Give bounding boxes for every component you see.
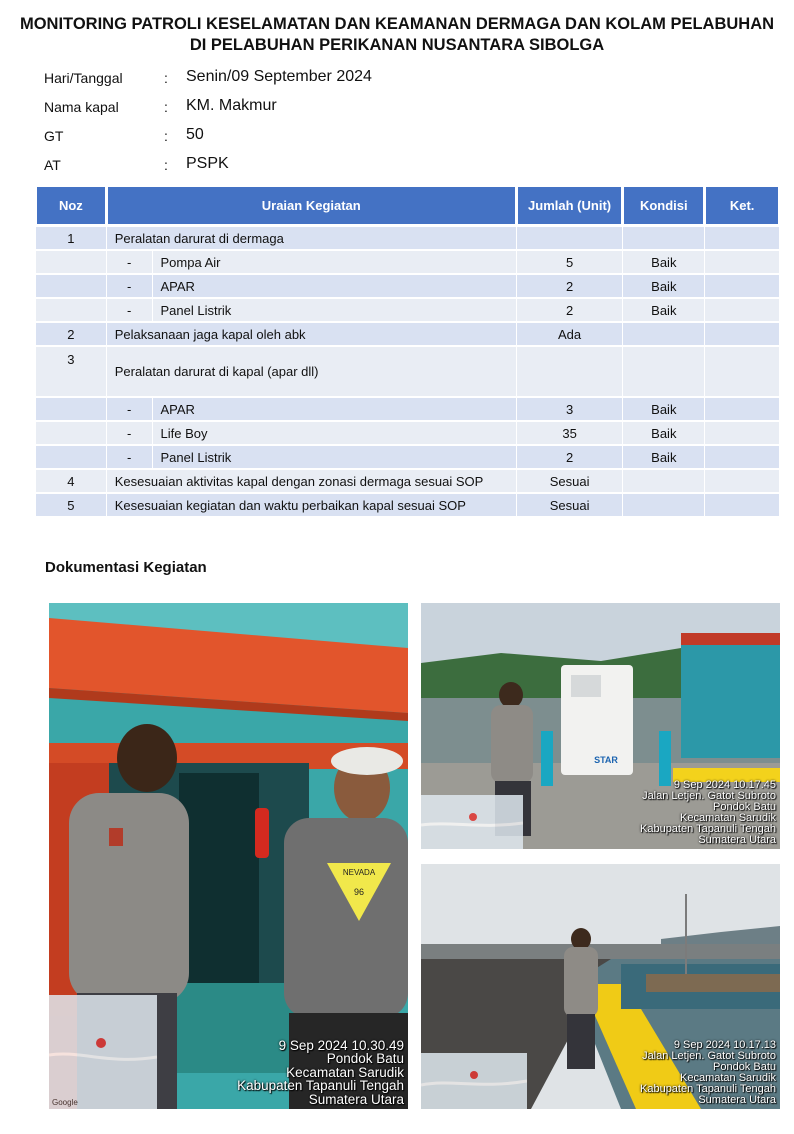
cell-dash: - <box>107 275 152 297</box>
stamp-line: Pondok Batu <box>713 1061 776 1073</box>
cell-no: 5 <box>36 494 106 516</box>
location-minimap <box>421 795 523 849</box>
info-value: KM. Makmur <box>186 97 277 114</box>
table-row <box>36 323 779 345</box>
cell-dash: - <box>107 422 152 444</box>
cell-item: Panel Listrik <box>153 446 516 468</box>
photo-dock-patrol <box>421 864 780 1109</box>
stamp-line: Kecamatan Sarudik <box>286 1064 404 1080</box>
cell-no <box>36 251 106 273</box>
header-no: Noz <box>36 186 106 225</box>
cell-kondisi <box>623 494 704 516</box>
info-label: AT <box>44 157 61 173</box>
info-value: 50 <box>186 126 204 143</box>
cell-uraian: Pelaksanaan jaga kapal oleh abk <box>107 323 516 345</box>
cell-item: Pompa Air <box>153 251 516 273</box>
cell-ket <box>705 470 779 492</box>
stamp-line: Sumatera Utara <box>698 834 776 846</box>
info-label: Hari/Tanggal <box>44 70 123 86</box>
cell-dash: - <box>107 299 152 321</box>
cell-uraian: Kesesuaian kegiatan dan waktu perbaikan kapal sesuai SOP <box>107 494 516 516</box>
cell-no <box>36 275 106 297</box>
table-row <box>36 422 779 444</box>
cell-item: Life Boy <box>153 422 516 444</box>
cell-ket <box>705 422 779 444</box>
cell-ket <box>705 227 779 249</box>
table-row <box>36 398 779 420</box>
cell-jumlah: Ada <box>517 323 623 345</box>
stamp-line: Sumatera Utara <box>308 1091 404 1107</box>
cell-jumlah <box>517 347 623 396</box>
table-row <box>36 275 779 297</box>
cell-kondisi: Baik <box>623 251 704 273</box>
cell-no: 1 <box>36 227 106 249</box>
documentation-title: Dokumentasi Kegiatan <box>45 559 207 576</box>
photo-inspection-on-boat <box>49 603 408 1109</box>
photo-fuel-pump <box>421 603 780 849</box>
stamp-line: Kecamatan Sarudik <box>680 812 776 824</box>
shirt-number: 96 <box>353 887 365 897</box>
cell-jumlah: Sesuai <box>517 470 623 492</box>
title-line-2: DI PELABUHAN PERIKANAN NUSANTARA SIBOLGA <box>189 36 605 54</box>
cell-jumlah: 2 <box>517 275 623 297</box>
cell-dash: - <box>107 398 152 420</box>
table-row <box>36 347 779 396</box>
cell-no: 4 <box>36 470 106 492</box>
stamp-line: 9 Sep 2024 10.17.45 <box>673 779 776 791</box>
cell-kondisi: Baik <box>623 422 704 444</box>
table-row <box>36 494 779 516</box>
stamp-line: Sumatera Utara <box>698 1094 776 1106</box>
cell-jumlah: Sesuai <box>517 494 623 516</box>
info-colon: : <box>164 99 168 115</box>
stamp-line: Jalan Letjen. Gatot Subroto <box>642 790 776 802</box>
cell-uraian: Peralatan darurat di dermaga <box>107 227 516 249</box>
stamp-line: Kecamatan Sarudik <box>680 1072 776 1084</box>
header-uraian: Uraian Kegiatan <box>107 186 516 225</box>
map-icon <box>421 795 523 849</box>
cell-ket <box>705 251 779 273</box>
cell-no <box>36 398 106 420</box>
shirt-text: NEVADA <box>342 868 376 877</box>
location-minimap <box>421 1053 527 1109</box>
cell-ket <box>705 446 779 468</box>
cell-ket <box>705 323 779 345</box>
cell-item: APAR <box>153 398 516 420</box>
cell-dash: - <box>107 446 152 468</box>
header-jumlah: Jumlah (Unit) <box>517 186 623 225</box>
cell-kondisi <box>623 347 704 396</box>
cell-no <box>36 299 106 321</box>
cell-item: APAR <box>153 275 516 297</box>
info-value: Senin/09 September 2024 <box>186 68 372 85</box>
page-title <box>0 14 794 56</box>
cell-kondisi: Baik <box>623 275 704 297</box>
cell-jumlah: 2 <box>517 446 623 468</box>
cell-jumlah: 5 <box>517 251 623 273</box>
stamp-line: Jalan Letjen. Gatot Subroto <box>642 1050 776 1062</box>
cell-kondisi <box>623 323 704 345</box>
pump-sign-text: STAR <box>594 755 618 765</box>
title-line-1: MONITORING PATROLI KESELAMATAN DAN KEAMANAN DERMAGA DAN KOLAM PELABUHAN <box>19 15 775 33</box>
timestamp-overlay <box>640 780 776 846</box>
cell-ket <box>705 398 779 420</box>
cell-kondisi: Baik <box>623 299 704 321</box>
table-header-row <box>36 186 779 225</box>
map-icon <box>49 995 157 1109</box>
cell-jumlah: 2 <box>517 299 623 321</box>
cell-ket <box>705 299 779 321</box>
timestamp-overlay <box>640 1040 776 1106</box>
info-colon: : <box>164 157 168 173</box>
cell-jumlah: 35 <box>517 422 623 444</box>
cell-dash: - <box>107 251 152 273</box>
info-colon: : <box>164 70 168 86</box>
google-logo: Google <box>52 1098 78 1107</box>
cell-uraian: Peralatan darurat di kapal (apar dll) <box>107 347 516 396</box>
stamp-line: 9 Sep 2024 10.17.13 <box>673 1039 776 1051</box>
timestamp-overlay <box>237 1039 404 1107</box>
cell-no <box>36 422 106 444</box>
cell-ket <box>705 275 779 297</box>
stamp-line: 9 Sep 2024 10.30.49 <box>278 1037 404 1053</box>
activity-table <box>35 184 780 518</box>
header-ket: Ket. <box>705 186 779 225</box>
info-label: GT <box>44 128 64 144</box>
stamp-line: Pondok Batu <box>713 801 776 813</box>
table-row <box>36 299 779 321</box>
cell-jumlah <box>517 227 623 249</box>
cell-ket <box>705 347 779 396</box>
cell-no: 2 <box>36 323 106 345</box>
stamp-line: Pondok Batu <box>326 1051 404 1066</box>
header-kondisi: Kondisi <box>623 186 704 225</box>
cell-no: 3 <box>36 347 106 396</box>
info-label: Nama kapal <box>44 99 119 115</box>
location-minimap <box>49 995 157 1109</box>
cell-kondisi: Baik <box>623 398 704 420</box>
cell-kondisi <box>623 227 704 249</box>
cell-jumlah: 3 <box>517 398 623 420</box>
cell-no <box>36 446 106 468</box>
table-row <box>36 446 779 468</box>
stamp-line: Kabupaten Tapanuli Tengah <box>640 1083 776 1095</box>
cell-uraian: Kesesuaian aktivitas kapal dengan zonasi dermaga sesuai SOP <box>107 470 516 492</box>
table-row <box>36 470 779 492</box>
info-value: PSPK <box>186 155 229 172</box>
cell-ket <box>705 494 779 516</box>
table-row <box>36 251 779 273</box>
map-icon <box>421 1053 527 1109</box>
stamp-line: Kabupaten Tapanuli Tengah <box>237 1078 404 1093</box>
table-row <box>36 227 779 249</box>
cell-kondisi <box>623 470 704 492</box>
info-colon: : <box>164 128 168 144</box>
cell-item: Panel Listrik <box>153 299 516 321</box>
cell-kondisi: Baik <box>623 446 704 468</box>
stamp-line: Kabupaten Tapanuli Tengah <box>640 823 776 835</box>
